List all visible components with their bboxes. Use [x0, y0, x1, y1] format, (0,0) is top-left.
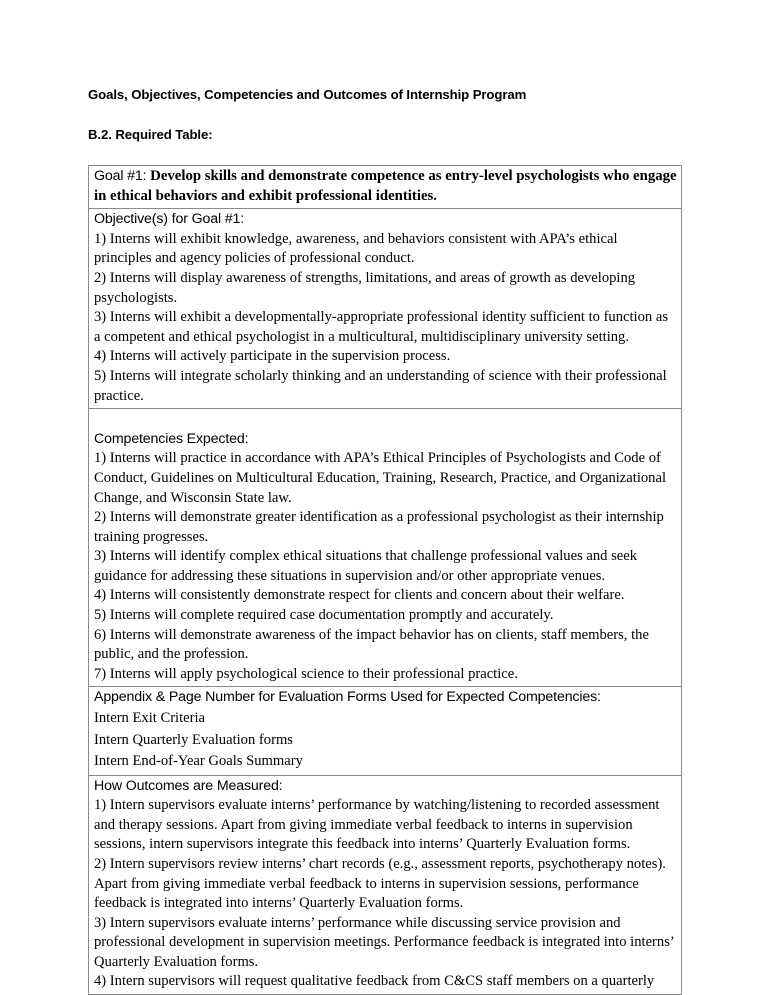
goal-cell: [89, 166, 682, 209]
list-item: 4) Interns will actively participate in the supervision process.: [94, 348, 451, 365]
list-item: 5) Interns will complete required case documentation promptly and accurately.: [94, 607, 554, 624]
competencies-cell: [89, 409, 682, 687]
objectives-cell: [89, 209, 682, 409]
page-title: Goals, Objectives, Competencies and Outcomes of Internship Program: [88, 87, 527, 102]
list-item: Intern Exit Criteria: [94, 710, 206, 727]
list-item: 4) Intern supervisors will request qualitative feedback from C&CS staff members on a quarterly: [94, 973, 655, 990]
list-item: 2) Interns will demonstrate greater identification as a professional psychologist as their internship training progresses.: [94, 509, 664, 545]
appendix-label: Appendix & Page Number for Evaluation Forms Used for Expected Competencies:: [94, 689, 601, 706]
list-item: 5) Interns will integrate scholarly thinking and an understanding of science with their professional practice.: [94, 367, 667, 404]
section-subtitle: B.2. Required Table:: [88, 127, 213, 142]
competencies-label: Competencies Expected:: [94, 430, 249, 447]
table-row-outcomes: [89, 775, 682, 995]
table-row-goal: [89, 166, 682, 209]
outcomes-label: How Outcomes are Measured:: [94, 777, 283, 794]
table-row-appendix: [89, 687, 682, 775]
goal-statement: Develop skills and demonstrate competence as entry-level psychologists who engage in ethical behaviors and exhibit professional identities.: [94, 168, 677, 204]
required-table: [88, 165, 682, 995]
list-item: 1) Interns will exhibit knowledge, awareness, and behaviors consistent with APA’s ethical principles and agency policies of professional conduct.: [94, 230, 618, 267]
list-item: 3) Intern supervisors evaluate interns’ performance while discussing service provision and professional development in supervision meetings. Performance feedback is integrated into interns’ Quarterly Evaluation forms.: [94, 914, 674, 970]
table-row-objectives: [89, 209, 682, 409]
list-item: 1) Intern supervisors evaluate interns’ performance by watching/listening to recorded assessment and therapy sessions. Apart from giving immediate verbal feedback to interns in supervision sessions, intern supervisors integrate this feedback into interns’ Quarterly Evaluation forms.: [94, 797, 660, 853]
list-item: 3) Interns will identify complex ethical situations that challenge professional values and seek guidance for addressing these situations in supervision and/or other appropriate venues.: [94, 548, 638, 584]
list-item: 7) Interns will apply psychological science to their professional practice.: [94, 665, 518, 682]
objectives-label: Objective(s) for Goal #1:: [94, 211, 245, 228]
list-item: 2) Interns will display awareness of strengths, limitations, and areas of growth as developing psychologists.: [94, 269, 636, 306]
list-item: 4) Interns will consistently demonstrate respect for clients and concern about their welfare.: [94, 587, 625, 604]
list-item: 6) Interns will demonstrate awareness of the impact behavior has on clients, staff members, the public, and the profession.: [94, 626, 649, 663]
list-item: 3) Interns will exhibit a developmentally-appropriate professional identity sufficient to function as a competent and ethical psychologist in a multicultural, multidisciplinary university setting.: [94, 309, 669, 345]
appendix-cell: [89, 687, 682, 775]
outcomes-cell: [89, 775, 682, 995]
table-row-competencies: [89, 409, 682, 687]
leading-blank-line: [94, 410, 677, 430]
list-item: 2) Intern supervisors review interns’ chart records (e.g., assessment reports, psychotherapy notes). Apart from giving immediate verbal feedback to interns in supervision sessions, performance feedback is integrated into interns’ Quarterly Evaluation forms.: [94, 855, 666, 912]
goal-label: Goal #1:: [94, 168, 147, 184]
list-item: Intern Quarterly Evaluation forms: [94, 731, 293, 748]
list-item: Intern End-of-Year Goals Summary: [94, 753, 303, 770]
list-item: 1) Interns will practice in accordance with APA’s Ethical Principles of Psychologists and Code of Conduct, Guidelines on Multicultural Education, Training, Research, Practice, and Organizational Change, and Wisconsin State law.: [94, 450, 666, 506]
